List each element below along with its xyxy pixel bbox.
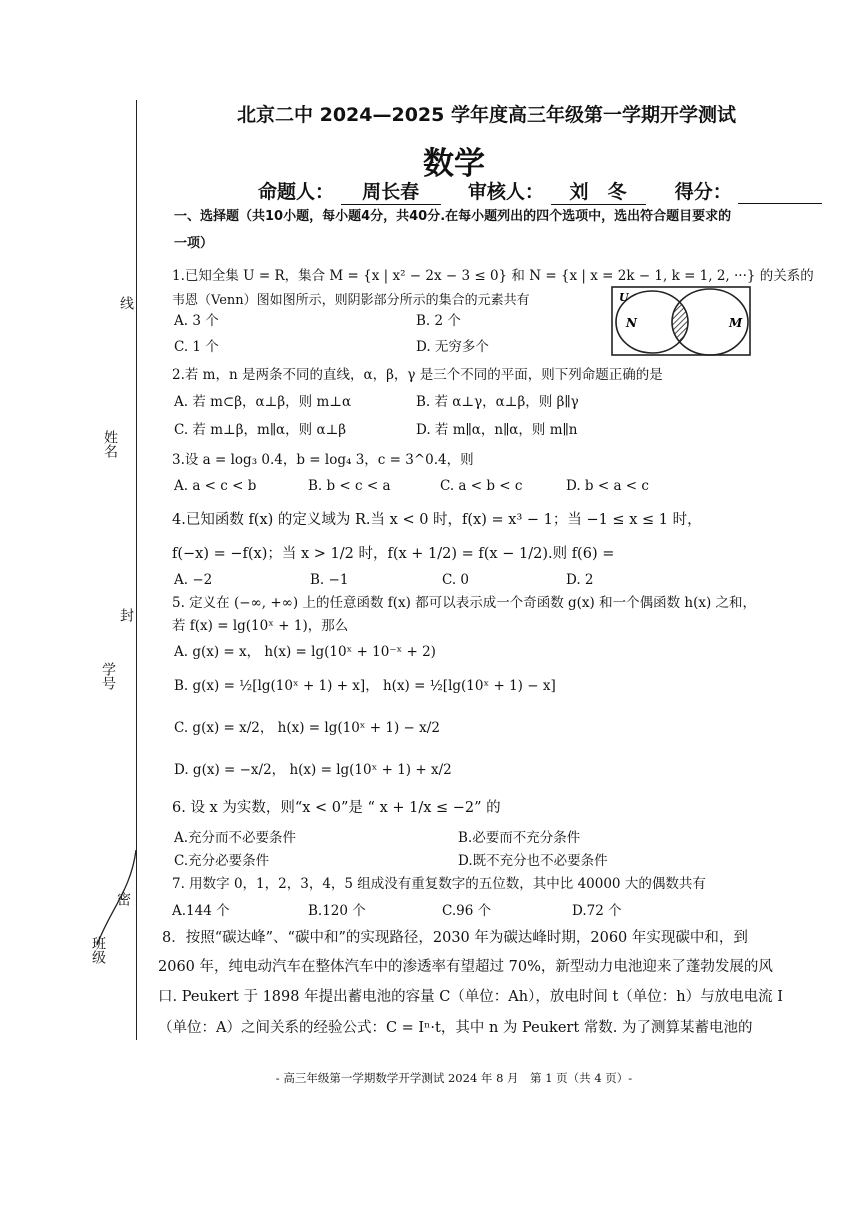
q3-stem: 3.设 a = log₃ 0.4，b = log₄ 3，c = 3^0.4，则 xyxy=(172,452,474,468)
q7-option-c: C.96 个 xyxy=(442,903,492,919)
subject-title: 数学 xyxy=(423,146,485,182)
q5-option-c: C. g(x) = x/2， h(x) = lg(10ˣ + 1) − x/2 xyxy=(174,720,440,736)
q7-stem: 7. 用数字 0，1，2，3，4，5 组成没有重复数字的五位数，其中比 40000 大的偶数共有 xyxy=(172,876,706,892)
setter-label: 命题人： xyxy=(258,181,335,203)
student-id-label: 学号 xyxy=(100,662,116,690)
q5-stem-line2: 若 f(x) = lg(10ˣ + 1)，那么 xyxy=(172,618,349,634)
score-field[interactable] xyxy=(738,181,822,204)
q2-option-a: A. 若 m⊂β，α⊥β，则 m⊥α xyxy=(174,394,352,410)
q5-option-b: B. g(x) = ½[lg(10ˣ + 1) + x]， h(x) = ½[lg(10ˣ + 1) − x] xyxy=(174,678,556,694)
q6-option-d: D.既不充分也不必要条件 xyxy=(458,853,608,869)
q7-option-b: B.120 个 xyxy=(308,903,366,919)
q8-line2: 2060 年，纯电动汽车在整体汽车中的渗透率有望超过 70%，新型动力电池迎来了蓬勃发展的风 xyxy=(158,959,773,975)
q1-option-d: D. 无穷多个 xyxy=(416,339,489,355)
venn-label-m: M xyxy=(729,316,743,330)
q1-option-a: A. 3 个 xyxy=(174,313,219,329)
venn-label-u: U xyxy=(619,291,629,304)
q4-option-d: D. 2 xyxy=(566,572,594,588)
q2-stem: 2.若 m，n 是两条不同的直线，α，β，γ 是三个不同的平面，则下列命题正确的是 xyxy=(172,367,663,383)
reviewer-name: 刘 冬 xyxy=(551,177,646,205)
binding-seal2-char: 密 xyxy=(115,892,131,906)
q5-option-a: A. g(x) = x， h(x) = lg(10ˣ + 10⁻ˣ + 2) xyxy=(174,644,436,660)
q4-stem-line2: f(−x) = −f(x)；当 x > 1/2 时，f(x + 1/2) = f(x − 1/2).则 f(6) = xyxy=(172,546,615,562)
q7-option-d: D.72 个 xyxy=(572,903,622,919)
binding-seal-char: 封 xyxy=(118,608,134,622)
q5-stem-line1: 5. 定义在 (−∞, +∞) 上的任意函数 f(x) 都可以表示成一个奇函数 g(x) 和一个偶函数 h(x) 之和， xyxy=(172,595,757,611)
q4-option-a: A. −2 xyxy=(174,572,213,588)
q6-option-b: B.必要而不充分条件 xyxy=(458,830,581,846)
q4-option-c: C. 0 xyxy=(442,572,470,588)
venn-label-n: N xyxy=(626,316,637,330)
q7-option-a: A.144 个 xyxy=(172,903,230,919)
q3-option-c: C. a < b < c xyxy=(440,478,523,494)
exam-meta xyxy=(258,177,822,205)
q6-option-c: C.充分必要条件 xyxy=(174,853,270,869)
name-label: 姓名 xyxy=(102,430,118,458)
q2-option-c: C. 若 m⊥β，m∥α，则 α⊥β xyxy=(174,422,347,438)
q1-option-c: C. 1 个 xyxy=(174,339,219,355)
q8-line3: 口. Peukert 于 1898 年提出蓄电池的容量 C（单位：Ah），放电时间 t（单位：h）与放电电流 I xyxy=(158,989,783,1005)
q1-option-b: B. 2 个 xyxy=(416,313,461,329)
q3-option-b: B. b < c < a xyxy=(308,478,391,494)
q5-option-d: D. g(x) = −x/2， h(x) = lg(10ˣ + 1) + x/2 xyxy=(174,762,452,778)
reviewer-label: 审核人： xyxy=(467,181,544,203)
q2-option-d: D. 若 m∥α，n∥α，则 m∥n xyxy=(416,422,578,438)
exam-title: 北京二中 2024—2025 学年度高三年级第一学期开学测试 xyxy=(237,104,736,126)
q2-option-b: B. 若 α⊥γ，α⊥β，则 β∥γ xyxy=(416,394,579,410)
class-label: 班级 xyxy=(90,936,106,964)
q1-stem-line2: 韦恩（Venn）图如图所示，则阴影部分所示的集合的元素共有 xyxy=(172,293,530,308)
q3-option-a: A. a < c < b xyxy=(174,478,257,494)
q3-option-d: D. b < a < c xyxy=(566,478,649,494)
setter-name: 周长春 xyxy=(341,177,441,205)
page-footer: - 高三年级第一学期数学开学测试 2024 年 8 月 第 1 页（共 4 页）- xyxy=(275,1071,633,1085)
q8-line4: （单位：A）之间关系的经验公式：C = Iⁿ·t，其中 n 为 Peukert 常数. 为了测算某蓄电池的 xyxy=(158,1020,753,1036)
venn-diagram xyxy=(610,285,752,357)
score-label: 得分： xyxy=(674,181,732,203)
q8-line1: 8．按照“碳达峰”、“碳中和”的实现路径，2030 年为碳达峰时期，2060 年实现碳中和，到 xyxy=(162,930,748,946)
binding-line-char: 线 xyxy=(118,296,134,310)
section-1-line1: 一、选择题（共10小题，每小题4分，共40分.在每小题列出的四个选项中，选出符合题目要求的 xyxy=(174,209,732,224)
q4-option-b: B. −1 xyxy=(310,572,349,588)
q4-stem-line1: 4.已知函数 f(x) 的定义域为 R.当 x < 0 时，f(x) = x³ − 1；当 −1 ≤ x ≤ 1 时， xyxy=(172,512,702,528)
q6-stem: 6. 设 x 为实数，则“x < 0”是 “ x + 1/x ≤ −2” 的 xyxy=(172,800,501,816)
q6-option-a: A.充分而不必要条件 xyxy=(174,830,297,846)
section-1-line2: 一项） xyxy=(174,236,214,251)
q1-stem-line1: 1.已知全集 U = R，集合 M = {x | x² − 2x − 3 ≤ 0} 和 N = {x | x = 2k − 1, k = 1, 2, ···} 的关系的 xyxy=(172,268,814,284)
